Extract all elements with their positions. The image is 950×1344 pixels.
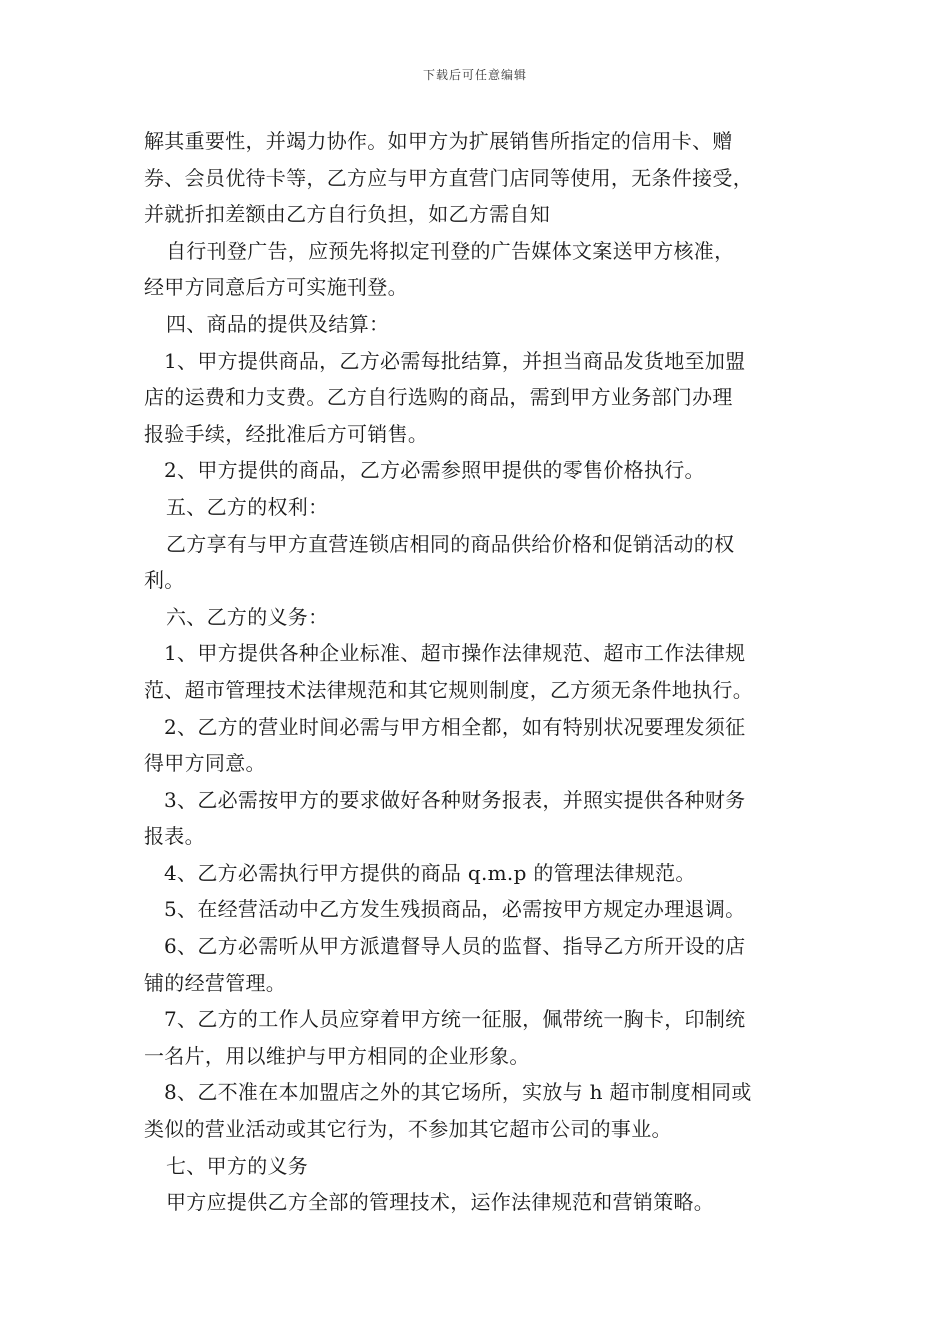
text-line: 5、在经营活动中乙方发生残损商品，必需按甲方规定办理退调。 [164,897,746,922]
text-line: 一名片，用以维护与甲方相同的企业形象。 [144,1043,530,1068]
text-line: 类似的营业活动或其它行为，不参加其它超市公司的事业。 [144,1117,672,1142]
text-line: 范、超市管理技术法律规范和其它规则制度，乙方须无条件地执行。 [144,677,753,702]
text-line: 7、乙方的工作人员应穿着甲方统一征服，佩带统一胸卡，印制统 [164,1007,746,1032]
text-line: 3、乙必需按甲方的要求做好各种财务报表，并照实提供各种财务 [164,787,746,812]
text-line: 券、会员优待卡等，乙方应与甲方直营门店同等使用，无条件接受， [144,165,753,190]
text-line: 报表。 [144,824,205,849]
text-line: 六、乙方的义务： [166,604,329,629]
text-line: 解其重要性，并竭力协作。如甲方为扩展销售所指定的信用卡、赠 [144,129,733,153]
text-line: 1、甲方提供各种企业标准、超市操作法律规范、超市工作法律规 [164,641,746,666]
text-line: 1、甲方提供商品，乙方必需每批结算，并担当商品发货地至加盟 [164,348,746,373]
text-line: 四、商品的提供及结算： [166,311,390,336]
text-line: 并就折扣差额由乙方自行负担，如乙方需自知 [144,202,550,227]
text-line: 6、乙方必需听从甲方派遣督导人员的监督、指导乙方所开设的店 [164,934,746,959]
page-header: 下载后可任意编辑 [422,68,527,82]
text-line: 铺的经营管理。 [144,970,287,995]
text-line: 8、乙不准在本加盟店之外的其它场所，实放与 h 超市制度相同或 [164,1080,752,1105]
text-line: 2、乙方的营业时间必需与甲方相全都，如有特别状况要理发须征 [164,714,746,739]
text-line: 店的运费和力支费。乙方自行选购的商品，需到甲方业务部门办理 [144,385,733,410]
text-line: 乙方享有与甲方直营连锁店相同的商品供给价格和促销活动的权 [166,531,735,556]
document-body [144,123,814,1221]
text-line: 五、乙方的权利： [166,494,329,519]
text-line: 利。 [144,568,185,593]
text-line: 经甲方同意后方可实施刊登。 [144,275,408,300]
text-line: 4、乙方必需执行甲方提供的商品 q.m.p 的管理法律规范。 [164,860,696,885]
text-line: 2、甲方提供的商品，乙方必需参照甲提供的零售价格执行。 [164,458,705,483]
text-line: 得甲方同意。 [144,751,266,776]
text-line: 自行刊登广告，应预先将拟定刊登的广告媒体文案送甲方核准， [166,238,735,263]
text-line: 报验手续，经批准后方可销售。 [144,421,429,446]
text-line: 七、甲方的义务 [166,1153,309,1178]
text-line: 甲方应提供乙方全部的管理技术，运作法律规范和营销策略。 [166,1190,715,1215]
